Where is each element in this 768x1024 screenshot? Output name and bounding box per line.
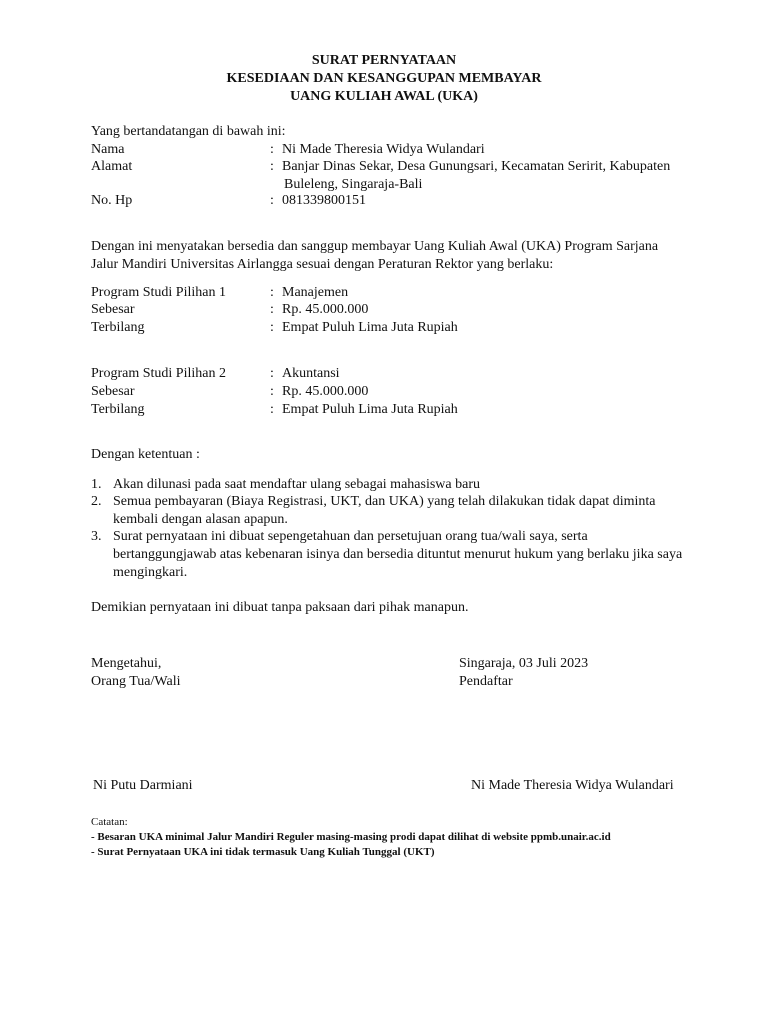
registrant-label: Pendaftar	[459, 674, 513, 689]
condition-2-text-line2: kembali dengan alasan apapun.	[113, 512, 288, 527]
address-label: Alamat	[91, 159, 133, 174]
address-value-line1: Banjar Dinas Sekar, Desa Gunungsari, Kecamatan Seririt, Kabupaten	[282, 159, 671, 174]
choice2-amount-value: Rp. 45.000.000	[282, 384, 369, 399]
choice2-program-value: Akuntansi	[282, 366, 340, 381]
condition-3-number: 3.	[91, 529, 102, 544]
acknowledged-label: Mengetahui,	[91, 656, 162, 671]
guardian-name: Ni Putu Darmiani	[93, 778, 193, 793]
condition-1-number: 1.	[91, 477, 102, 492]
place-date: Singaraja, 03 Juli 2023	[459, 656, 589, 671]
notes-heading: Catatan:	[91, 816, 128, 828]
choice2-words-label: Terbilang	[91, 402, 145, 417]
choice1-amount-value: Rp. 45.000.000	[282, 302, 369, 317]
condition-3-text-line3: mengingkari.	[113, 565, 188, 580]
choice1-program-label: Program Studi Pilihan 1	[91, 285, 226, 300]
name-label: Nama	[91, 142, 125, 157]
address-colon: :	[270, 159, 274, 174]
condition-3-text-line1: Surat pernyataan ini dibuat sepengetahuan dan persetujuan orang tua/wali saya, serta	[113, 529, 588, 544]
conditions-heading: Dengan ketentuan :	[91, 447, 200, 462]
choice1-amount-colon: :	[270, 302, 274, 317]
phone-label: No. Hp	[91, 193, 133, 208]
choice1-program-colon: :	[270, 285, 274, 300]
intro-text: Yang bertandatangan di bawah ini:	[91, 124, 286, 139]
name-colon: :	[270, 142, 274, 157]
condition-3-text-line2: bertanggungjawab atas kebenaran isinya dan bersedia dituntut menurut hukum yang berlaku jika saya	[113, 547, 683, 562]
choice2-words-colon: :	[270, 402, 274, 417]
phone-value: 081339800151	[282, 193, 366, 208]
address-value-line2: Buleleng, Singaraja-Bali	[284, 177, 423, 192]
choice1-words-value: Empat Puluh Lima Juta Rupiah	[282, 320, 458, 335]
document-title-line3: UANG KULIAH AWAL (UKA)	[290, 89, 478, 104]
name-value: Ni Made Theresia Widya Wulandari	[282, 142, 485, 157]
registrant-name: Ni Made Theresia Widya Wulandari	[471, 778, 674, 793]
choice1-words-label: Terbilang	[91, 320, 145, 335]
note-line1: - Besaran UKA minimal Jalur Mandiri Reguler masing-masing prodi dapat dilihat di website ppmb.unair.ac.id	[91, 831, 611, 843]
guardian-label: Orang Tua/Wali	[91, 674, 181, 689]
document-title-line1: SURAT PERNYATAAN	[311, 53, 457, 68]
choice1-words-colon: :	[270, 320, 274, 335]
choice1-amount-label: Sebesar	[91, 302, 135, 317]
statement-line1: Dengan ini menyatakan bersedia dan sanggup membayar Uang Kuliah Awal (UKA) Program Sarjana	[91, 239, 659, 254]
condition-2-text-line1: Semua pembayaran (Biaya Registrasi, UKT, dan UKA) yang telah dilakukan tidak dapat diminta	[113, 494, 656, 509]
choice2-words-value: Empat Puluh Lima Juta Rupiah	[282, 402, 458, 417]
statement-line2: Jalur Mandiri Universitas Airlangga sesuai dengan Peraturan Rektor yang berlaku:	[91, 257, 554, 272]
choice1-program-value: Manajemen	[282, 285, 349, 300]
closing-statement: Demikian pernyataan ini dibuat tanpa paksaan dari pihak manapun.	[91, 600, 469, 615]
choice2-amount-label: Sebesar	[91, 384, 135, 399]
choice2-amount-colon: :	[270, 384, 274, 399]
phone-colon: :	[270, 193, 274, 208]
condition-1-text: Akan dilunasi pada saat mendaftar ulang sebagai mahasiswa baru	[113, 477, 480, 492]
choice2-program-colon: :	[270, 366, 274, 381]
document-title-line2: KESEDIAAN DAN KESANGGUPAN MEMBAYAR	[226, 71, 542, 86]
choice2-program-label: Program Studi Pilihan 2	[91, 366, 226, 381]
note-line2: - Surat Pernyataan UKA ini tidak termasuk Uang Kuliah Tunggal (UKT)	[91, 846, 435, 858]
condition-2-number: 2.	[91, 494, 102, 509]
